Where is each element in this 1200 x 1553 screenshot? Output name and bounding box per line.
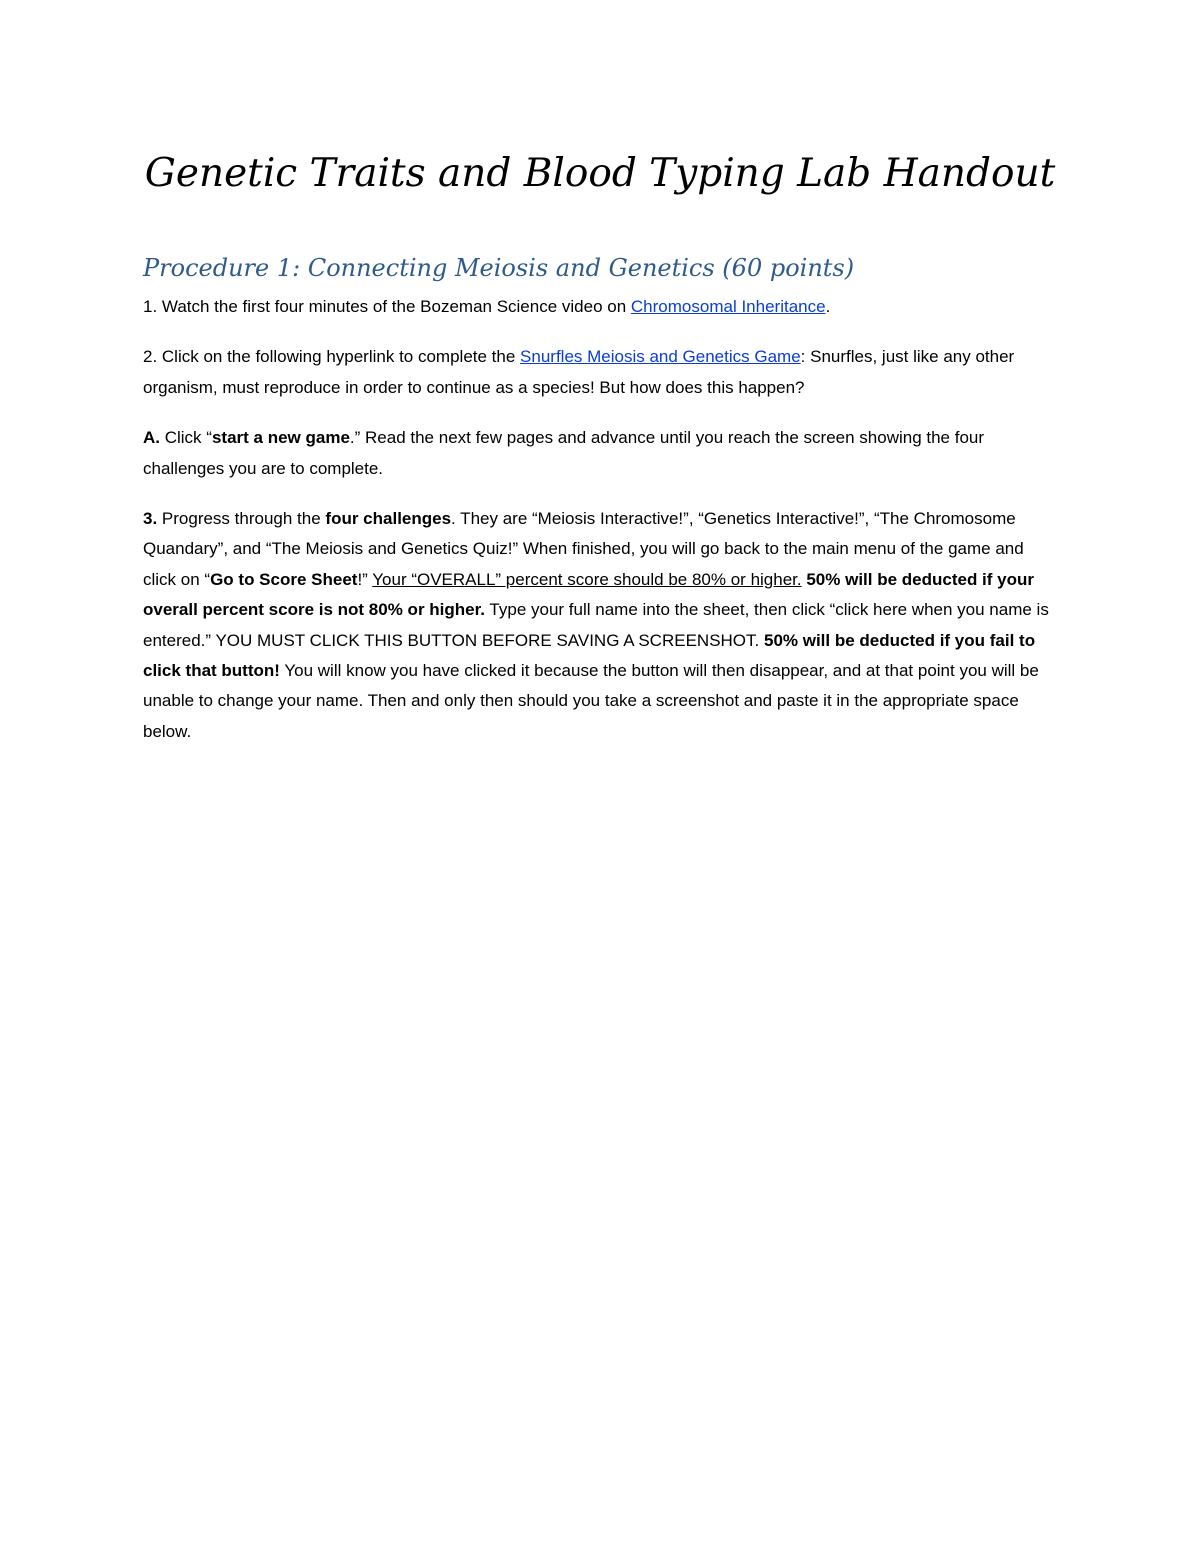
step-a-text-2: .” Read the next few pages and advance until you reach the screen showing the four challenges you are to complete. [143,428,985,478]
paragraph-spacer [143,484,1061,504]
step-a-bold-1: start a new game [211,428,350,448]
step-a-text-1: Click “ [160,428,212,448]
document-title: Genetic Traits and Blood Typing Lab Handout [144,151,1056,196]
step-3-bold-4: 50% will be deducted if you fail to click that button! [143,630,1036,681]
step-a-label: A. [143,428,160,448]
step-3-bold-1: four challenges [325,509,452,529]
step-2-prefix: 2. Click on the following hyperlink to complete the [143,347,521,367]
paragraph-spacer [143,403,1061,423]
step-3-text-2: . They are “Meiosis Interactive!”, “Genetics Interactive!”, “The Chromosome Quandary”, and “The Meiosis and Genetics Quiz!” When finished, you will go back to the main menu of the game and click on “ [143,509,1024,589]
step-3-label: 3. [143,509,158,529]
step-1-paragraph [143,292,1061,322]
step-3-paragraph [143,504,1061,747]
chromosomal-inheritance-link[interactable]: Chromosomal Inheritance [630,297,826,316]
procedure-heading: Procedure 1: Connecting Meiosis and Genetics (60 points) [143,254,855,282]
step-a-paragraph [143,423,1061,484]
document-body [143,250,1061,747]
step-3-bold-2: Go to Score Sheet [210,569,358,589]
step-2-paragraph [143,342,1061,403]
step-3-text-6: You will know you have clicked it because the button will then disappear, and at that point you will be unable to change your name. Then and only then should you take a screenshot and paste it in the appropriate space below. [143,661,1039,741]
step-3-bold-3: 50% will be deducted if your overall percent score is not 80% or higher. [143,569,1035,620]
snurfles-game-link[interactable]: Snurfles Meiosis and Genetics Game [520,347,801,367]
step-2-suffix: : Snurfles, just like any other organism, must reproduce in order to continue as a species! But how does this happen? [143,347,1015,397]
step-3-underline-1: Your “OVERALL” percent score should be 80% or higher. [372,569,802,589]
step-1-suffix: . [825,297,831,316]
paragraph-spacer [143,322,1061,342]
step-3-text-1: Progress through the [157,509,326,529]
step-1-prefix: 1. Watch the first four minutes of the Bozeman Science video on [143,297,631,316]
step-3-text-5: Type your full name into the sheet, then click “click here when you name is entered.” YOU MUST CLICK THIS BUTTON BEFORE SAVING A SCREENSHOT. [143,600,1049,650]
step-3-text-3: !” [357,569,373,589]
